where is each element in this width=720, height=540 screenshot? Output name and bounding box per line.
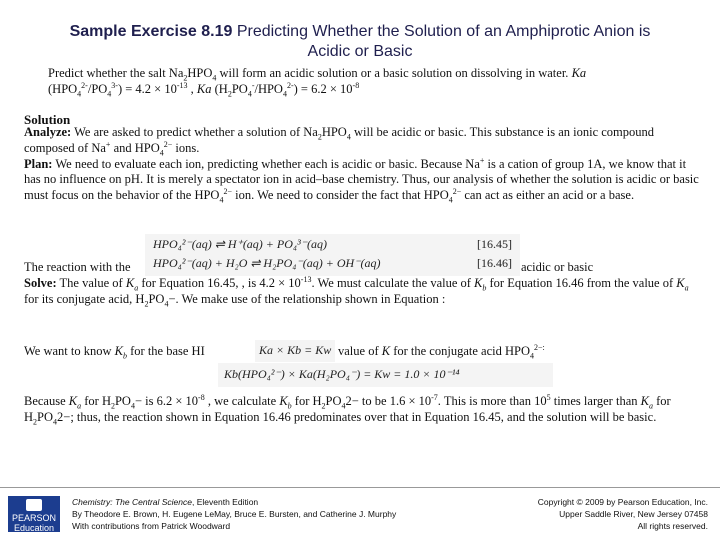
analyze-text: ions. [172,140,200,155]
analyze-text: and HPO [110,140,160,155]
because-text: Because [24,394,69,408]
because-text: 2− to be 1.6 × 10 [345,394,432,408]
pearson-logo [8,496,60,532]
plan-text: We need to evaluate each ion, predicting whether each is acidic or basic. Because Na [52,156,480,171]
equation-number: [16.46] [477,256,512,270]
solve-text: −. We make use of the relationship shown in Equation : [168,291,446,306]
prompt-text: ) = 6.2 × 10 [293,81,353,96]
k-symbol: K [125,276,135,290]
logo-text-bottom: Education [13,523,55,533]
because-text: for H [81,394,111,408]
want-to-know-right: value of K for the conjugate acid $HPO_4^{2-:}$ [338,342,545,361]
because-text: PO [114,394,131,408]
title-exercise-number: Sample Exercise 8.19 [69,23,233,40]
analyze-plan-block: Analyze: We are asked to predict whether a solution of $Na_2HPO_4$ will be acidic or basic. This substance is an ionic compound composed of Na+ and $HPO_4^{2-}$ ions. Plan: We need to evaluate each ion, predicting whether each is acidic or basic. Because Na+ is a cation of group 1A, we know that it has no influence on pH. It is merely a spectator ion in acid–base chemistry. Thus, our analysis of whether the solution is acidic or basic must focus on the behavior of the $HPO_4^{2-}$ ion. We need to consider the fact that $HPO_4^{2-}$ can act as either an acid or a base. [24,125,699,205]
prompt-text: ) = 4.2 × 10 [117,81,177,96]
equation-image-16-45-16-46 [145,234,520,276]
solve-text: The value of [56,276,126,290]
k-symbol: K [68,394,78,408]
prompt-text: /HPO [254,81,283,96]
ka-symbol: Ka [196,81,212,96]
prompt-text: PO [231,81,248,96]
title-text-line1: Predicting Whether the Solution of an Amphiprotic Anion is [236,23,651,40]
book-edition: , Eleventh Edition [192,497,259,507]
prompt-text: , [187,81,197,96]
solve-text: for its conjugate acid, H [24,291,145,306]
subscript: b [287,401,292,411]
plan-text: ion. We need to consider the fact that HPO [231,188,449,203]
problem-statement: Predict whether the salt $Na_2HPO_4$ will form an acidic solution or a basic solution on dissolving in water. Ka $(HPO_4^{2-}/PO_4^{3-}) = 4.2 \times 10^{-13}$ , Ka $(H_2PO_4^-/HPO_4^{2-}) = 6.2 \times 10^{-8}$ [48,66,587,99]
solve-paragraph: Solve: The value of $K_a$ for Equation 16.45, , is $4.2 \times 10^{-13}$. We must calculate the value of $K_b$ for Equation 16.46 from the value of $K_a$ for its conjugate acid, $H_2PO_4-$. We make use of the relationship shown in Equation : [24,274,689,309]
relation-text: for the conjugate acid HPO [390,344,530,358]
equation-image-ka-kb-kw [255,340,335,362]
relation-text: for the base HI [127,344,205,358]
prompt-text: (HPO [48,81,78,96]
because-text: for H [24,394,671,424]
because-text: , we calculate [204,394,280,408]
subscript: a [684,283,689,293]
equation-number: [16.45] [477,237,512,251]
because-text: PO [37,409,54,424]
pearson-logo-icon [26,499,42,511]
solve-label: Solve: [24,276,57,290]
exponent: -7 [431,392,438,402]
copyright-line: Copyright © 2009 by Pearson Education, Inc. [537,497,708,507]
want-to-know-left [24,344,205,360]
kb-calculation-equation: Kb(HPO₄²⁻) × Ka(H₂PO₄⁻) = Kw = 1.0 × 10⁻¹⁴ [224,367,460,381]
k-symbol: K [381,344,391,358]
exponent: -13 [176,80,188,90]
because-text: PO [325,394,342,408]
reaction-line-right: acidic or basic [521,260,594,274]
analyze-label: Analyze: [24,125,72,139]
because-text: − is 6.2 × 10 [134,394,199,408]
solve-text: for Equation 16.46 from the value of [486,276,677,290]
k-symbol: K [640,394,649,408]
solve-text: PO [148,291,165,306]
prompt-text: Predict whether the salt Na [48,66,184,80]
exponent: -8 [352,80,360,90]
exponent: 5 [546,392,551,402]
k-symbol: K [474,276,483,290]
because-text: . This is more than 10 [437,394,547,408]
subscript: a [648,401,653,411]
footer-divider [0,487,720,488]
because-text: 2−; thus, the reaction shown in Equation 16.46 predominates over that in Equation 16.45, and the solution will be basic. [57,409,657,424]
reaction-line-left: The reaction with the [24,260,131,274]
because-paragraph: Because $K_a$ for $H_2PO_4-$ is $6.2 \times 10^{-8}$ , we calculate $K_b$ for $H_2PO_42-$ to be $1.6 \times 10^{-7}$. This is more than $10^5$ times larger than $K_a$ for $H_2PO_42-$; thus, the reaction shown in Equation 16.46 predominates over that in Equation 16.45, and the solution will be basic. [24,392,671,427]
book-authors: By Theodore E. Brown, H. Eugene LeMay, Bruce E. Bursten, and Catherine J. Murphy [72,509,397,519]
k-symbol: K [279,394,288,408]
prompt-text: will form an acidic solution or a basic solution on dissolving in water. [216,66,572,80]
solution-heading: Solution [24,112,71,127]
rights-line: All rights reserved. [637,521,708,531]
because-text: for H [291,394,322,408]
title-text-line2: Acidic or Basic [307,43,413,60]
solve-text: . We must calculate the value of [311,276,475,290]
relation-text: value of [338,344,382,358]
plan-label: Plan: [24,156,53,171]
ka-symbol: Ka [571,66,587,80]
subscript: a [134,283,139,293]
ka-kb-kw-equation: Ka × Kb = Kw [259,343,332,357]
analyze-text: We are asked to predict whether a solution of Na [71,125,318,139]
relation-text: We want to know [24,344,115,358]
prompt-text: /PO [87,81,108,96]
subscript: a [77,401,82,411]
book-title: Chemistry: The Central Science [72,497,192,507]
exponent: -8 [198,392,205,402]
footer-book-info [72,496,396,532]
logo-text-top: PEARSON [11,513,56,523]
k-symbol: K [114,344,123,358]
equation-16-45: HPO₄²⁻(aq) ⇌ H⁺(aq) + PO₄³⁻(aq) [153,237,327,251]
plan-text: is a cation of group 1A, we know that it has no influence on pH. It is merely a spectator ion in acid–base chemistry. Thus, our analysis of whether the solution is acidic or basic must focus on the behavior of the HPO [24,156,699,203]
subscript: b [123,351,127,361]
subscript: b [482,283,487,293]
slide-title [0,22,720,62]
plan-text: can act as either an acid or a base. [461,188,635,203]
equation-image-kb-hpo4 [218,363,553,387]
book-contributors: With contributions from Patrick Woodward [72,521,231,531]
equation-16-46: HPO₄²⁻(aq) + H₂O ⇌ H₂PO₄⁻(aq) + OH⁻(aq) [153,256,381,270]
exponent: -13 [300,274,312,284]
publisher-address: Upper Saddle River, New Jersey 07458 [559,509,708,519]
prompt-text: HPO [187,66,213,80]
because-text: times larger than [550,394,641,408]
prompt-text: (H [211,81,228,96]
footer-copyright [538,496,708,532]
superscript: 2−: [533,342,545,352]
analyze-text: HPO [321,125,347,139]
k-symbol: K [676,276,685,290]
analyze-text: will be acidic or basic. This substance is an ionic compound composed of Na [24,125,655,155]
solve-text: for Equation 16.45, , is 4.2 × 10 [138,276,301,290]
